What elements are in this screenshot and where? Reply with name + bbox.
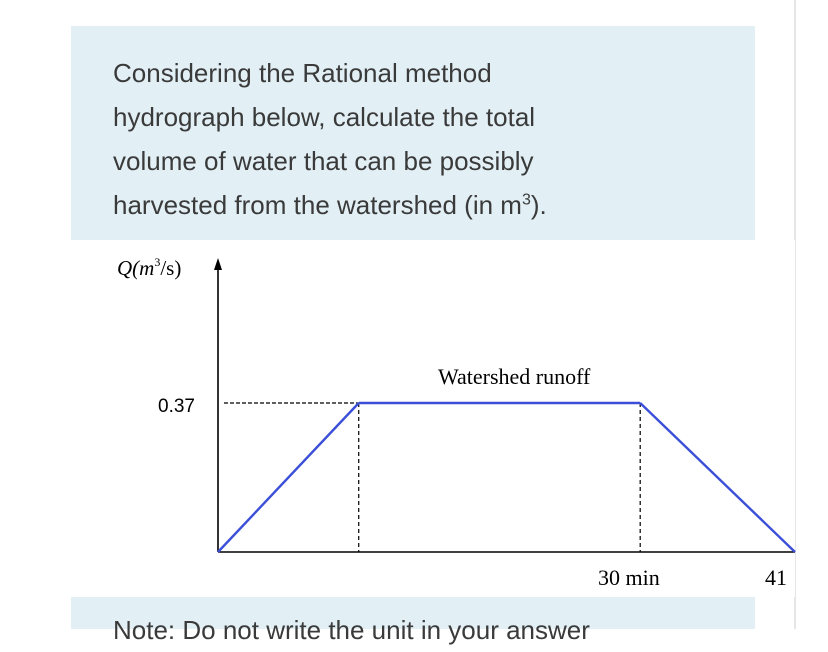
y-tick-label: 0.37 bbox=[158, 396, 195, 417]
question-superscript: 3 bbox=[521, 191, 531, 209]
question-line-4: harvested from the watershed (in m bbox=[113, 190, 522, 220]
question-line-4-end: ). bbox=[530, 190, 547, 220]
y-axis-arrow-icon bbox=[214, 258, 222, 270]
question-line-1: Considering the Rational method bbox=[113, 58, 492, 88]
x-tick-label-41: 41 bbox=[765, 565, 787, 590]
hydrograph-segment-3 bbox=[640, 403, 795, 552]
hydrograph-segment-1 bbox=[218, 403, 359, 552]
question-line-3: volume of water that can be possibly bbox=[113, 146, 534, 176]
note-text: Note: Do not write the unit in your answer bbox=[113, 615, 590, 645]
x-tick-label-30: 30 min bbox=[598, 565, 660, 590]
question-line-2: hydrograph below, calculate the total bbox=[113, 102, 536, 132]
annotation-label: Watershed runoff bbox=[438, 364, 591, 389]
y-axis-label: $Q(m^3/s)$ bbox=[117, 255, 182, 280]
